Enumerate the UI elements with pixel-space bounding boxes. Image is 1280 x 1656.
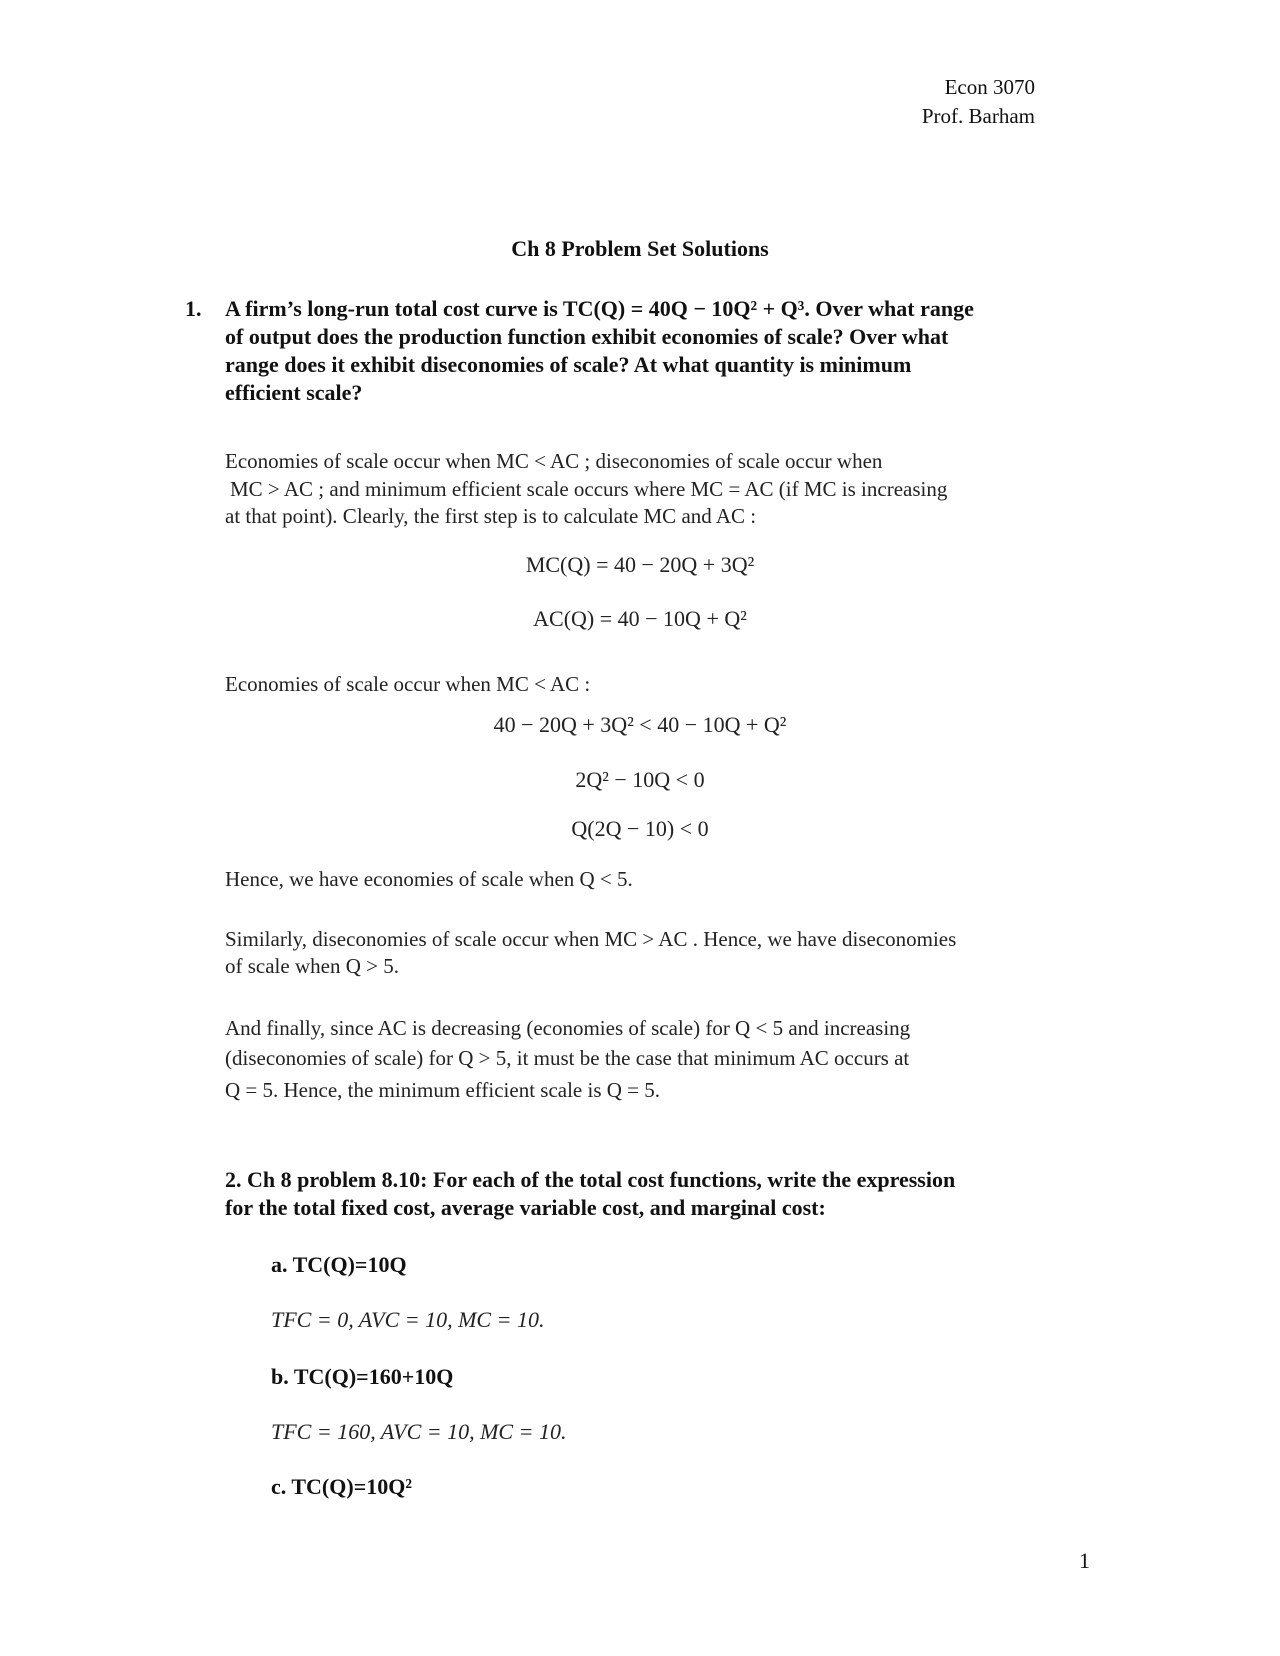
equation-mc: MC(Q) = 40 − 20Q + 3Q²: [525, 552, 755, 577]
part-b-answer: TFC = 160, AVC = 10, MC = 10.: [271, 1419, 567, 1444]
part-b-label: b. TC(Q)=160+10Q: [271, 1364, 454, 1389]
course-label: Econ 3070: [944, 75, 1035, 99]
part-a-answer: TFC = 0, AVC = 10, MC = 10.: [271, 1307, 545, 1332]
inequality-3: Q(2Q − 10) < 0: [571, 816, 709, 841]
question-1-line-4: efficient scale?: [225, 380, 363, 405]
inequality-1: 40 − 20Q + 3Q² < 40 − 10Q + Q²: [493, 712, 787, 737]
professor-label: Prof. Barham: [921, 104, 1035, 128]
part-a-label: a. TC(Q)=10Q: [271, 1252, 407, 1277]
similarly-line-1: Similarly, diseconomies of scale occur when MC > AC . Hence, we have diseconomies: [225, 927, 957, 951]
question-1-line-1: A firm’s long-run total cost curve is TC(Q) = 40Q − 10Q² + Q³. Over what range: [225, 296, 974, 321]
finally-line-3: Q = 5. Hence, the minimum efficient scale is Q = 5.: [225, 1078, 661, 1102]
part-c-label: c. TC(Q)=10Q²: [271, 1474, 412, 1499]
question-1-line-2: of output does the production function exhibit economies of scale? Over what: [225, 324, 949, 349]
economies-condition: Economies of scale occur when MC < AC :: [225, 672, 591, 696]
question-1-line-3: range does it exhibit diseconomies of scale? At what quantity is minimum: [225, 352, 912, 377]
question-1-number: 1.: [185, 296, 202, 321]
question-2-line-1: 2. Ch 8 problem 8.10: For each of the total cost functions, write the expression: [225, 1167, 956, 1192]
inequality-2: 2Q² − 10Q < 0: [575, 767, 705, 792]
finally-line-2: (diseconomies of scale) for Q > 5, it must be the case that minimum AC occurs at: [225, 1046, 910, 1070]
intro-line-3: at that point). Clearly, the first step is to calculate MC and AC :: [225, 504, 757, 528]
equation-ac: AC(Q) = 40 − 10Q + Q²: [533, 606, 747, 631]
similarly-line-2: of scale when Q > 5.: [225, 954, 399, 978]
question-2-line-2: for the total fixed cost, average variable cost, and marginal cost:: [225, 1195, 826, 1220]
intro-line-1: Economies of scale occur when MC < AC ; diseconomies of scale occur when: [225, 449, 883, 473]
page-title: Ch 8 Problem Set Solutions: [511, 236, 769, 261]
intro-line-2: MC > AC ; and minimum efficient scale occurs where MC = AC (if MC is increasing: [230, 477, 948, 501]
finally-line-1: And finally, since AC is decreasing (economies of scale) for Q < 5 and increasing: [225, 1016, 911, 1040]
hence-economies: Hence, we have economies of scale when Q < 5.: [225, 867, 633, 891]
page-number: 1: [1079, 1548, 1090, 1573]
